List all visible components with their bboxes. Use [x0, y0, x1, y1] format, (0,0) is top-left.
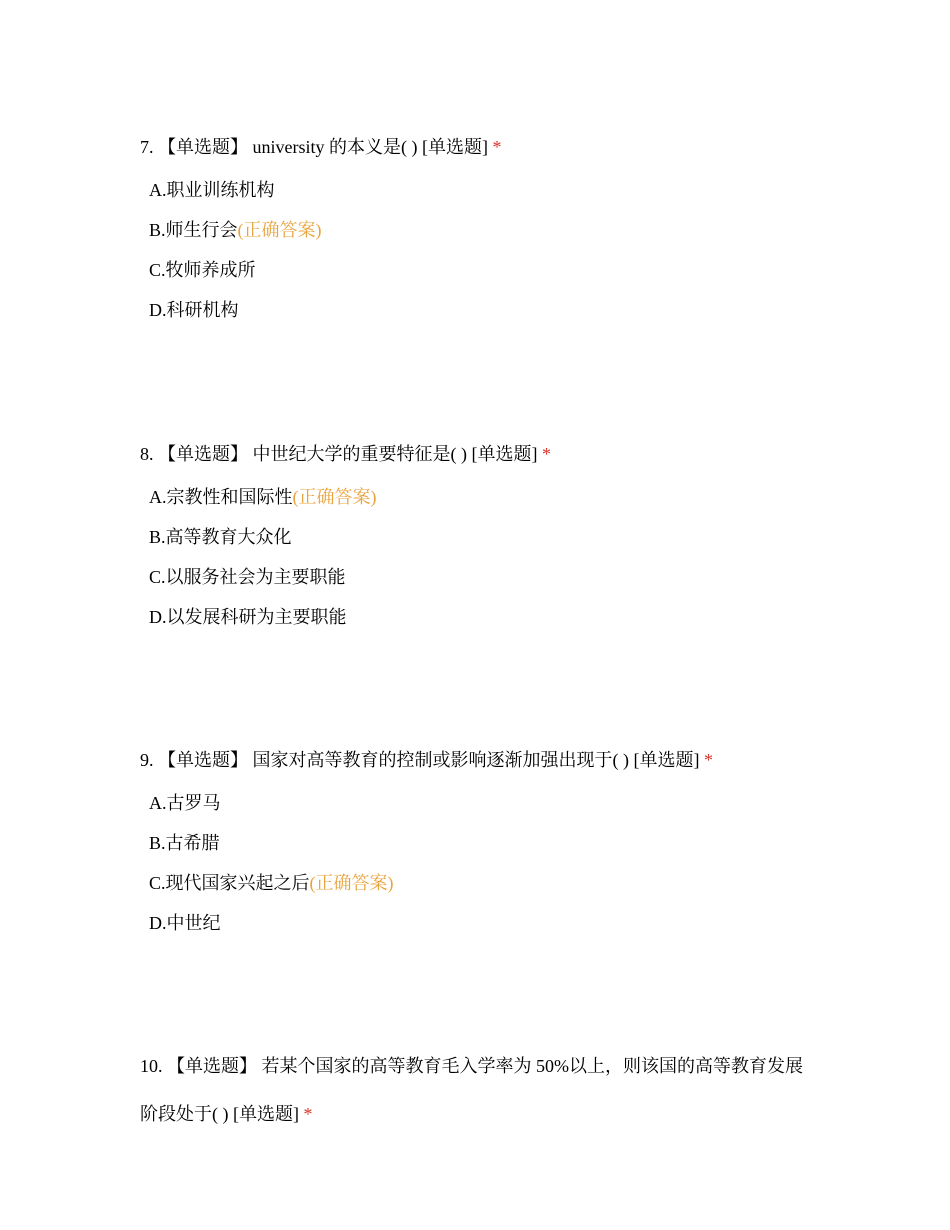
option-text: A.职业训练机构	[149, 180, 275, 200]
option-d[interactable]	[149, 297, 820, 337]
option-list	[140, 790, 820, 950]
option-text: D.以发展科研为主要职能	[149, 607, 347, 627]
option-text: D.科研机构	[149, 300, 239, 320]
option-list	[140, 484, 820, 644]
option-a[interactable]	[149, 790, 820, 830]
question-title	[140, 131, 820, 163]
question-title	[140, 744, 820, 776]
option-a[interactable]	[149, 484, 820, 524]
option-b[interactable]	[149, 524, 820, 564]
question-number: 7.	[140, 137, 154, 157]
option-c[interactable]	[149, 870, 820, 910]
option-b[interactable]	[149, 830, 820, 870]
question-number: 9.	[140, 750, 154, 770]
question-text: 若某个国家的高等教育毛入学率为 50%以上，则该国的高等教育发展阶段处于( ) [单选题]	[140, 1056, 803, 1124]
option-text: B.师生行会	[149, 220, 238, 240]
question-10	[140, 1050, 820, 1138]
option-d[interactable]	[149, 604, 820, 644]
option-text: C.牧师养成所	[149, 260, 256, 280]
required-asterisk: *	[541, 444, 551, 464]
option-text: A.宗教性和国际性	[149, 487, 293, 507]
question-type-tag: 【单选题】	[158, 750, 248, 770]
question-type-tag: 【单选题】	[167, 1056, 257, 1076]
required-asterisk: *	[703, 750, 713, 770]
question-7	[140, 131, 820, 337]
question-number: 8.	[140, 444, 154, 464]
correct-answer-label: (正确答案)	[292, 487, 377, 507]
question-title	[140, 438, 820, 470]
question-title	[140, 1042, 820, 1138]
option-text: B.高等教育大众化	[149, 527, 292, 547]
required-asterisk: *	[492, 137, 502, 157]
question-type-tag: 【单选题】	[158, 444, 248, 464]
option-text: C.现代国家兴起之后	[149, 873, 310, 893]
correct-answer-label: (正确答案)	[309, 873, 394, 893]
option-d[interactable]	[149, 910, 820, 950]
option-text: B.古希腊	[149, 833, 220, 853]
option-c[interactable]	[149, 257, 820, 297]
required-asterisk: *	[303, 1104, 313, 1124]
question-type-tag: 【单选题】	[158, 137, 248, 157]
option-text: A.古罗马	[149, 793, 221, 813]
question-8	[140, 438, 820, 644]
option-b[interactable]	[149, 217, 820, 257]
correct-answer-label: (正确答案)	[237, 220, 322, 240]
question-text: 国家对高等教育的控制或影响逐渐加强出现于( ) [单选题]	[252, 750, 700, 770]
question-number: 10.	[140, 1056, 163, 1076]
question-text: university 的本义是( ) [单选题]	[252, 137, 488, 157]
question-9	[140, 744, 820, 950]
option-text: C.以服务社会为主要职能	[149, 567, 346, 587]
option-a[interactable]	[149, 177, 820, 217]
question-text: 中世纪大学的重要特征是( ) [单选题]	[252, 444, 538, 464]
option-list	[140, 177, 820, 337]
option-text: D.中世纪	[149, 913, 221, 933]
option-c[interactable]	[149, 564, 820, 604]
